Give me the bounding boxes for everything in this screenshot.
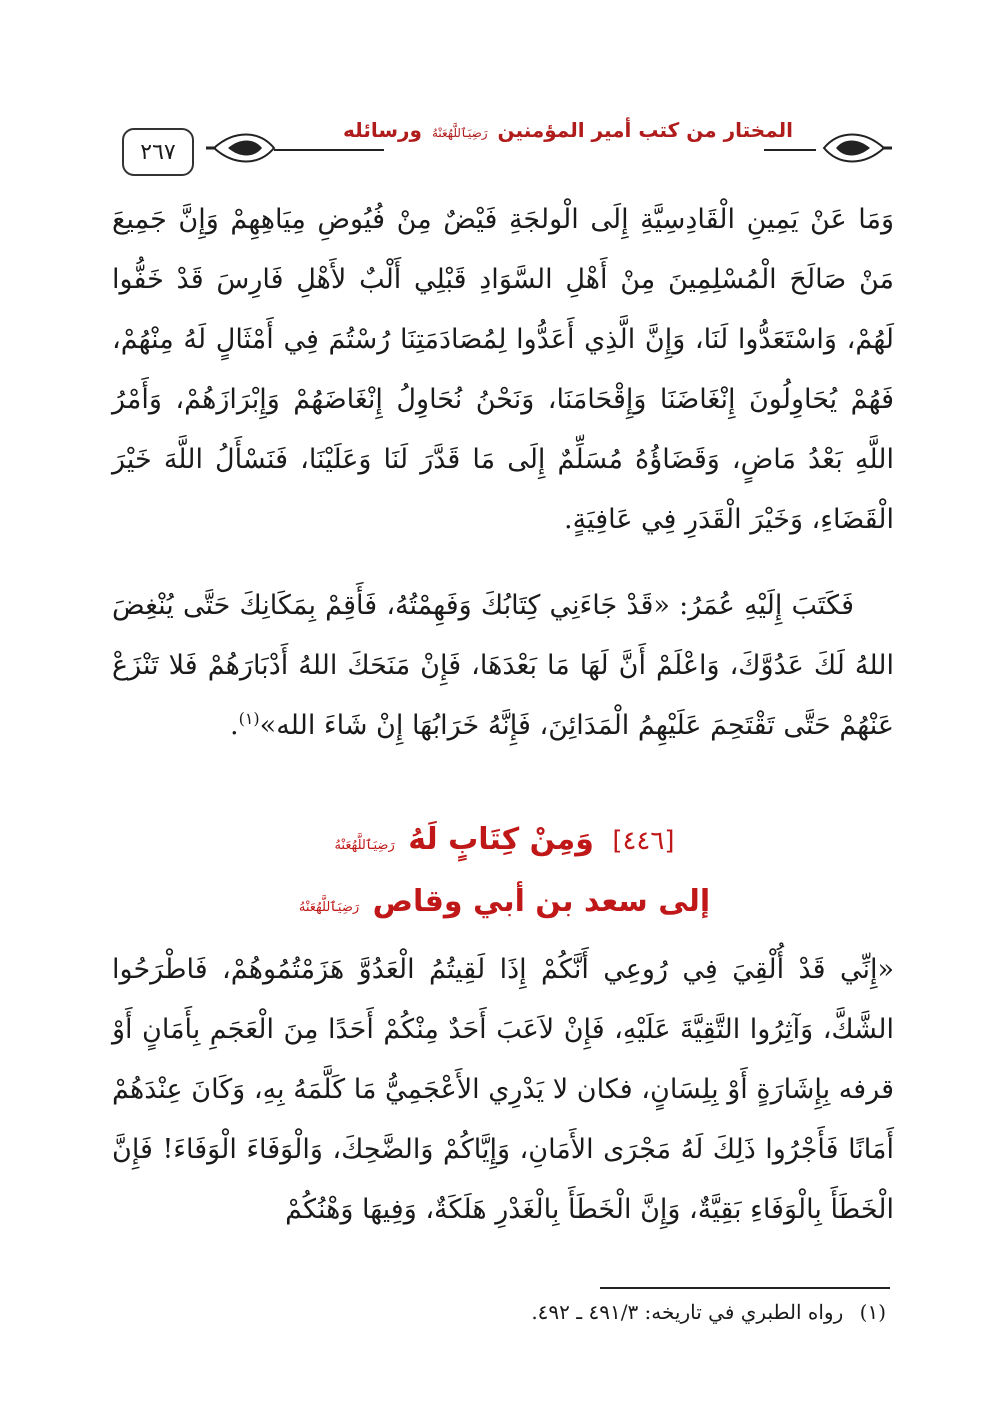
- paragraph-1: [112, 190, 894, 550]
- page-header: [118, 112, 888, 192]
- section-title-honorific: رَضِيَٱللَّهُعَنْهُ: [334, 838, 395, 853]
- section-subtitle: إلى سعد بن أبي وقاص: [372, 884, 711, 919]
- running-title-text: المختار من كتب أمير المؤمنين: [497, 118, 793, 142]
- running-title-tail: ورسائله: [343, 118, 422, 142]
- section-subheading: [112, 884, 894, 919]
- section-number: [٤٤٦]: [612, 826, 675, 856]
- footnote-mark: (١): [859, 1300, 886, 1324]
- footnote: [531, 1300, 886, 1324]
- paragraph-3-text: «إِنِّي قَدْ أُلْقِيَ فِي رُوعِي أَنَّكُمْ إِذَا لَقِيتُمُ الْعَدُوَّ هَزَمْتُمُوهُمْ، فَاطْرَحُوا الشَّكَّ، وَآثِرُوا التَّقِيَّةَ عَلَيْهِ، فَإِنْ لاَعَبَ أَحَدٌ مِنْكُمْ أَحَدًا مِنَ الْعَجَمِ بِأَمَانٍ أَوْ قرفه بِإِشَارَةٍ أَوْ بِلِسَانٍ، فكان لا يَدْرِي الأَعْجَمِيُّ مَا كَلَّمَهُ بِهِ، وَكَانَ عِنْدَهُمْ أَمَانًا فَأَجْرُوا ذَلِكَ لَهُ مَجْرَى الأَمَانِ، وَإِيَّاكُمْ وَالضَّحِكَ، وَالْوَفَاءَ الْوَفَاءَ! فَإِنَّ الْخَطَأَ بِالْوَفَاءِ بَقِيَّةٌ، وَإِنَّ الْخَطَأَ بِالْغَدْرِ هَلَكَةٌ، وَفِيهَا وَهْنُكُمْ: [112, 954, 894, 1225]
- paragraph-2-text: فَكَتَبَ إِلَيْهِ عُمَرُ: «قَدْ جَاءَنِي كِتَابُكَ وَفَهِمْتُهُ، فَأَقِمْ بِمَكَانِكَ حَتَّى يُنْغِضَ اللهُ لَكَ عَدُوَّكَ، وَاعْلَمْ أَنَّ لَهَا مَا بَعْدَهَا، فَإِنْ مَنَحَكَ اللهُ أَدْبَارَهُمْ فَلا تَنْزَعْ عَنْهُمْ حَتَّى تَقْتَحِمَ عَلَيْهِمُ الْمَدَائِنَ، فَإِنَّهُ خَرَابُهَا إِنْ شَاءَ الله»: [112, 590, 894, 741]
- footnote-reference: (١): [238, 709, 260, 728]
- footnote-text: رواه الطبري في تاريخه: ٤٩١/٣ ـ ٤٩٢.: [531, 1300, 844, 1324]
- section-title: وَمِنْ كِتَابٍ لَهُ: [408, 822, 594, 857]
- running-title: [343, 118, 793, 142]
- footnote-divider: [600, 1287, 890, 1289]
- running-title-honorific: رَضِيَٱللَّهُعَنْهُ: [431, 126, 488, 140]
- paragraph-2: [112, 576, 894, 756]
- section-heading: [112, 822, 894, 857]
- paragraph-2-end: .: [229, 710, 239, 741]
- paragraph-3: [112, 940, 894, 1240]
- paragraph-1-text: وَمَا عَنْ يَمِينِ الْقَادِسِيَّةِ إِلَى الْولجَةِ فَيْضٌ مِنْ فُيُوضِ مِيَاهِهِمْ وَإِنَّ جَمِيعَ مَنْ صَالَحَ الْمُسْلِمِينَ مِنْ أَهْلِ السَّوَادِ قَبْلِي أَلْبٌ لأَهْلِ فَارِسَ قَدْ خَفُّوا لَهُمْ، وَاسْتَعَدُّوا لَنَا، وَإِنَّ الَّذِي أَعَدُّوا لِمُصَادَمَتِنَا رُسْتُمَ فِي أَمْثَالٍ لَهُ مِنْهُمْ، فَهُمْ يُحَاوِلُونَ إِنْغَاضَنَا وَإِقْحَامَنَا، وَنَحْنُ نُحَاوِلُ إِنْغَاضَهُمْ وَإِبْرَازَهُمْ، وَأَمْرُ اللَّهِ بَعْدُ مَاضٍ، وَقَضَاؤُهُ مُسَلِّمٌ إِلَى مَا قَدَّرَ لَنَا وَعَلَيْنَا، فَنَسْأَلُ اللَّهَ خَيْرَ الْقَضَاءِ، وَخَيْرَ الْقَدَرِ فِي عَافِيَةٍ.: [112, 204, 895, 535]
- section-subtitle-honorific: رَضِيَٱللَّهُعَنْهُ: [298, 900, 360, 915]
- page-number: ٢٦٧: [122, 128, 194, 176]
